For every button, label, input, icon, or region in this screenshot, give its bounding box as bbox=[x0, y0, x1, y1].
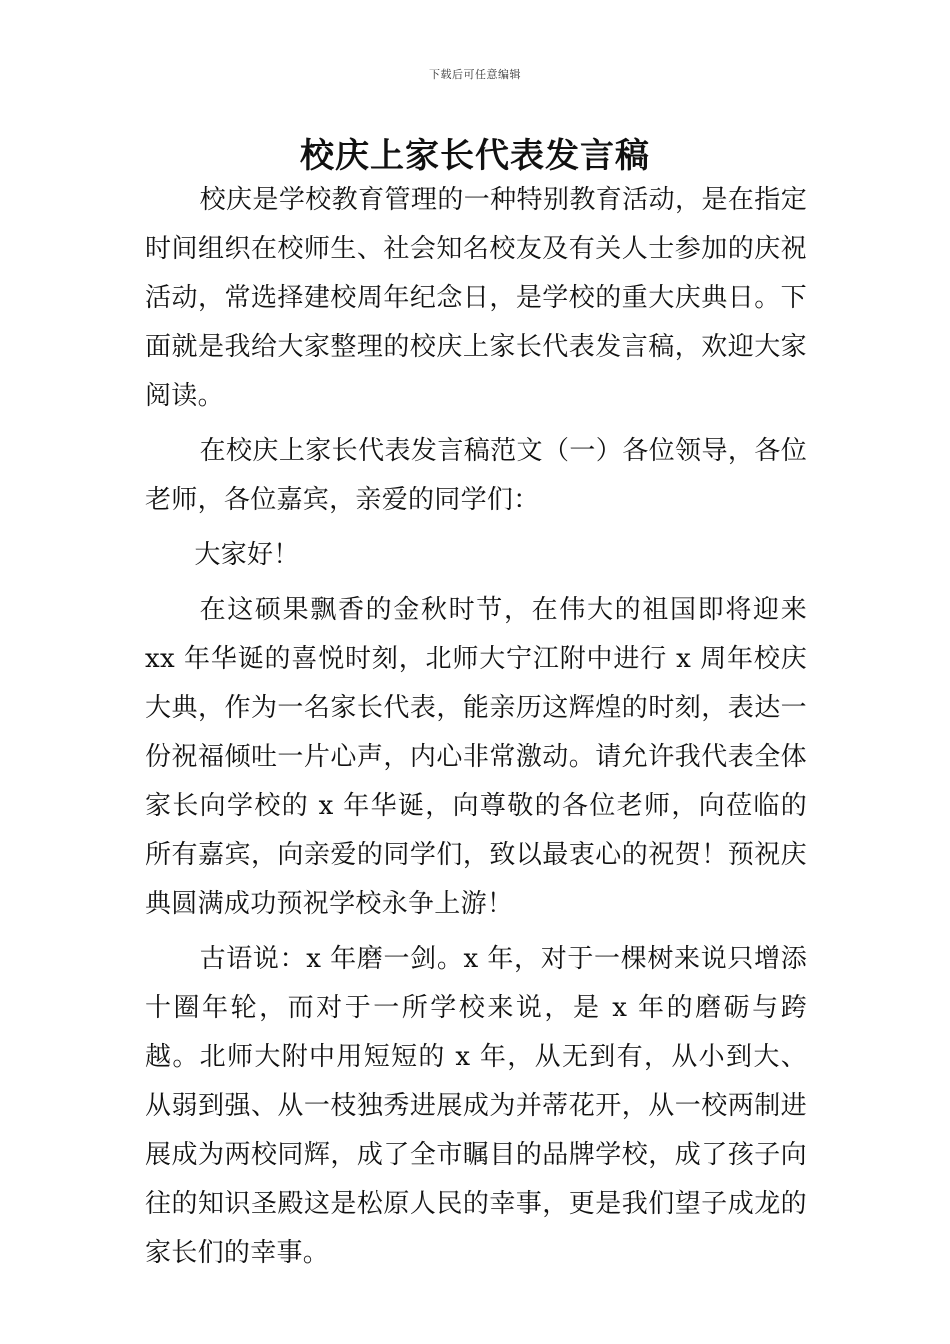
paragraph-intro: 校庆是学校教育管理的一种特别教育活动，是在指定时间组织在校师生、社会知名校友及有关人士参加的庆祝活动，常选择建校周年纪念日，是学校的重大庆典日。下面就是我给大家整理的校庆上家长代表发言稿，欢迎大家阅读。 bbox=[145, 185, 807, 411]
paragraph-celebration: 在这硕果飘香的金秋时节，在伟大的祖国即将迎来 xx 年华诞的喜悦时刻，北师大宁江附中进行 x 周年校庆大典，作为一名家长代表，能亲历这辉煌的时刻，表达一份祝福倾吐一片心声，内心非常激动。请允许我代表全体家长向学校的 x 年华诞，向尊敬的各位老师，向莅临的所有嘉宾，向亲爱的同学们，致以最衷心的祝贺！预祝庆典圆满成功预祝学校永争上游！ bbox=[145, 595, 807, 919]
paragraph-salutation: 在校庆上家长代表发言稿范文（一）各位领导，各位老师，各位嘉宾，亲爱的同学们： bbox=[145, 436, 807, 515]
header-note: 下载后可任意编辑 bbox=[429, 68, 521, 81]
paragraph-history: 古语说：x 年磨一剑。x 年，对于一棵树来说只增添十圈年轮，而对于一所学校来说，是 x 年的磨砺与跨越。北师大附中用短短的 x 年，从无到有，从小到大、从弱到强、从一枝独秀进展成为并蒂花开，从一校两制进展成为两校同辉，成了全市瞩目的品牌学校，成了孩子向往的知识圣殿这是松原人民的幸事，更是我们望子成龙的家长们的幸事。 bbox=[145, 944, 807, 1268]
document-body bbox=[145, 176, 807, 1278]
page-title: 校庆上家长代表发言稿 bbox=[300, 136, 650, 176]
paragraph-greeting: 大家好！ bbox=[194, 540, 300, 570]
